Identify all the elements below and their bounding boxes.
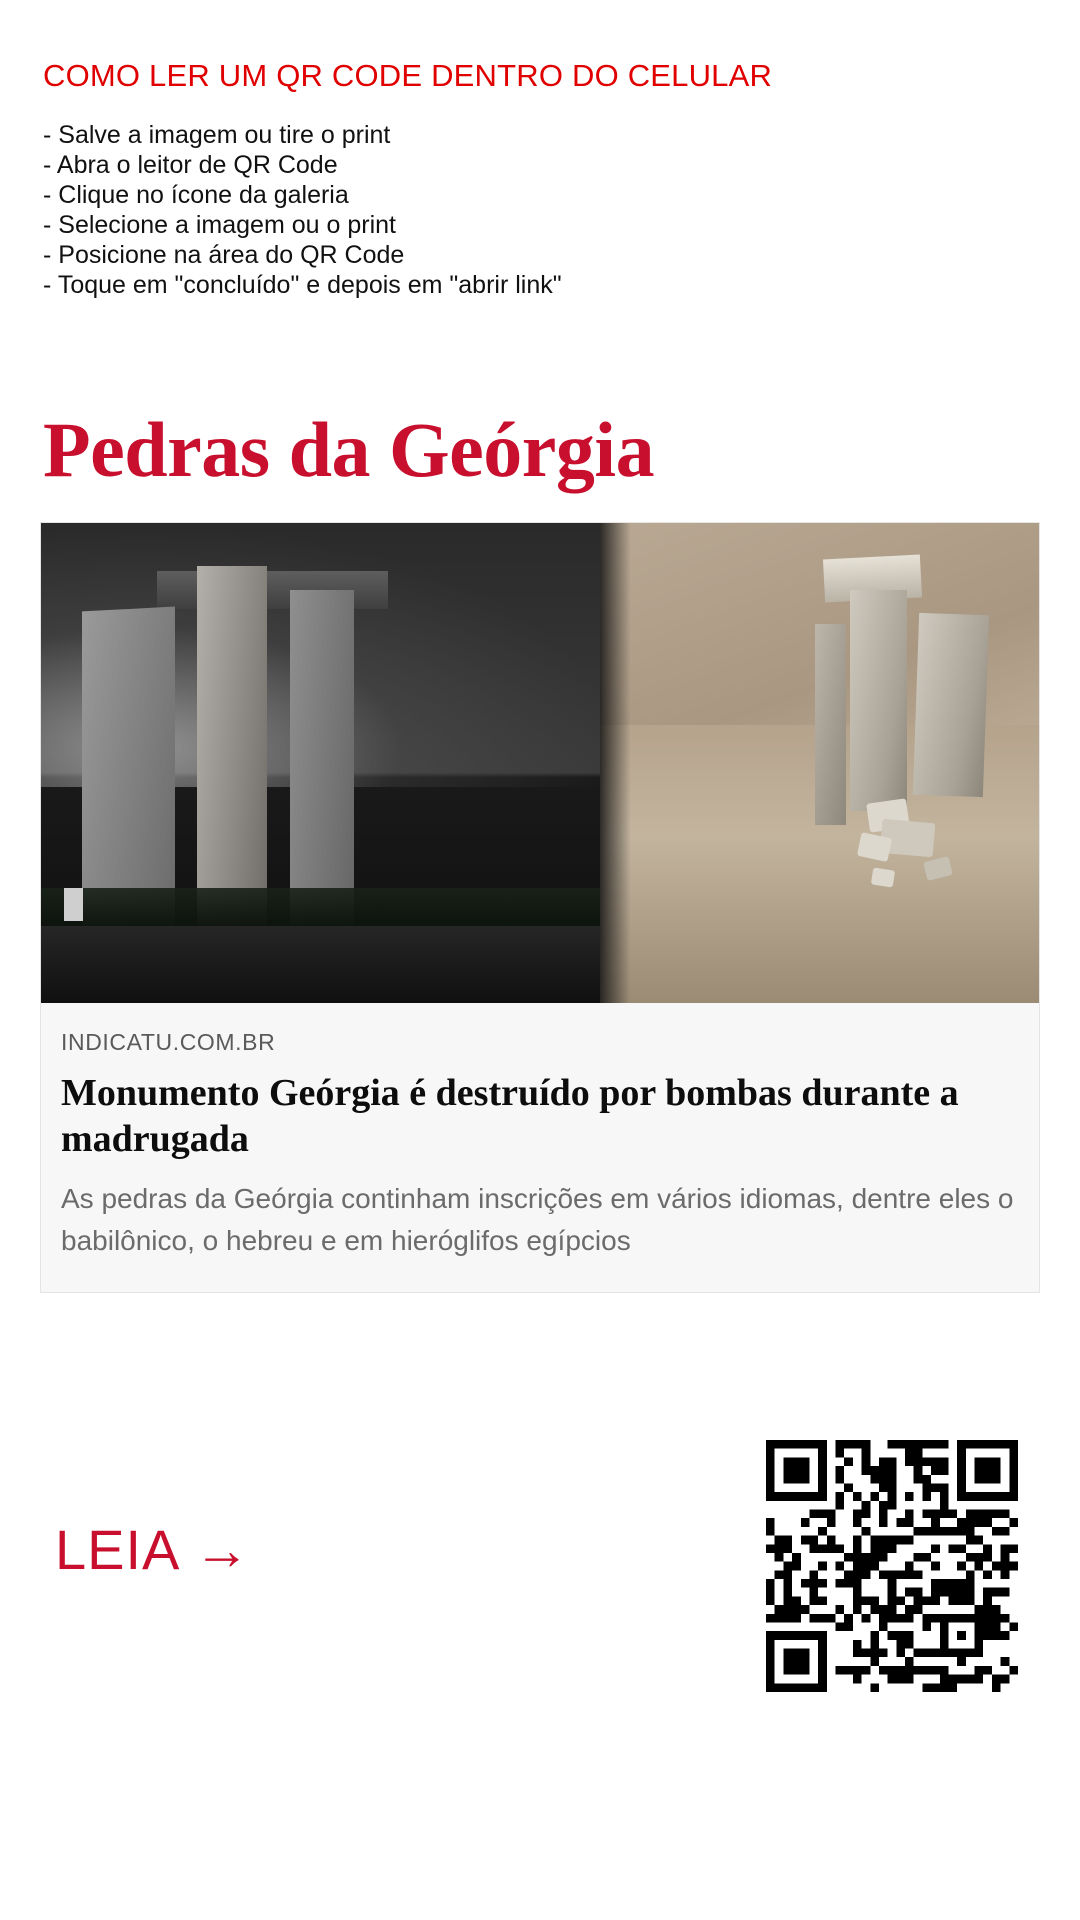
list-item: - Selecione a imagem ou o print [43,211,396,239]
list-item: - Salve a imagem ou tire o print [43,121,391,149]
card-description: As pedras da Geórgia continham inscrições em vários idiomas, dentre eles o babilônico, o hebreu e em hieróglifos egípcios [61,1183,1014,1256]
card-domain: INDICATU.COM.BR [61,1029,276,1055]
list-item: - Clique no ícone da galeria [43,181,349,209]
read-more-cta[interactable]: LEIA → [55,1518,251,1581]
card-title[interactable]: Monumento Geórgia é destruído por bombas durante a madrugada [61,1072,959,1160]
rubble [871,867,895,887]
stone-slab [913,613,990,798]
list-item: - Abra o leitor de QR Code [43,151,338,179]
stone-lintel [157,571,389,609]
monument-photo-left [41,523,620,1003]
ground [41,926,620,1003]
footer [40,1440,1040,1740]
instructions-list [40,120,1040,300]
card-body [41,1003,1039,1292]
stone-slab [290,590,354,926]
instructions-title: COMO LER UM QR CODE DENTRO DO CELULAR [43,58,773,93]
link-preview-card[interactable] [40,522,1040,1293]
list-item: - Posicione na área do QR Code [43,241,405,269]
marker-stone [64,888,83,922]
qr-code[interactable] [766,1440,1018,1692]
qr-code-canvas[interactable] [766,1440,1018,1692]
list-item: - Toque em "concluído" e depois em "abrir link" [43,271,562,299]
monument-photo-right [600,523,1039,1003]
image-seam [600,523,630,1003]
stone-slab [815,624,846,826]
instructions-block [40,0,1040,300]
stone-slab [850,590,907,811]
page-title: Pedras da Geórgia [43,406,655,493]
article-image [41,523,1039,1003]
